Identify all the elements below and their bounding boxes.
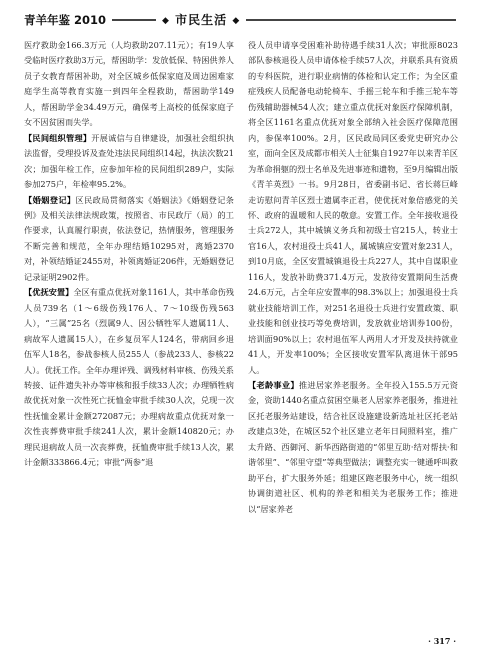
yearbook-title: 青羊年鉴 2010 — [24, 13, 107, 27]
care-continued-paragraph: 役人员申请享受困难补助待遇手续31人次；审批原8023部队参核退役人员申请体检手续57人次，并联系具有资质的专科医院，进行职业病情的体检和认定工作；为全区重症残疾人员配备电动轮椅车、手摇三轮车和手推三轮车等伤残辅助器械54人次；建立重点优抚对象医疗保障机制，将全区1161名重点优抚对象全部纳入社会医疗保障范围内，参保率100%。2月，区民政局同区委党史研究办公室，面向全区及成都市相关人士征集自1927年以来青羊区为革命捐躯的烈士名单及先进事迹和遗物，至9月编辑出版《青羊英烈》一书。9月28日，省委副书记、省长蒋巨峰走访慰问青羊区烈士遗属李正君，使优抚对象倍感党的关怀、政府的温暖和人民的敬意。安置工作。全年接收退役士兵272人，其中城镇义务兵和初级士官215人，转业士官16人，农村退役士兵41人，属城镇应安置对象231人，到10月底，全区安置城镇退役士兵227人，其中自谋职业116人，发放补助费371.4万元，发放待安置期间生活费24.6万元，占全年应安置率的98.3%以上；加强退役士兵就业技能培训工作，对251名退役士兵进行安置政策、职业技能和创业技巧等免费培训，发放就业培训券100份，培训面90%以上；农村退伍军人两用人才开发及扶持就业41人，开发率100%；全区接收安置军队离退休干部95人。 — [248, 40, 458, 375]
care-text: 全区有重点优抚对象1161人，其中革命伤残人员739名（1～6级伤残176人、7～10级伤残563人），“三属”25名（烈属9人、因公牺牲军人遗属11人、病故军人遗属15人），在乡复员军人124名，带病回乡退伍军人18名，参战参核人员255人（参战233人、参核22人）。优抚工作。全年办理评残、调残材料审核、伤残关系转接、证件遗失补办等审核和报手续33人次；办理牺牲病故优抚对象一次性死亡抚恤金审批手续30人次，兑现一次性抚恤金累计金额272087元；办理病故重点优抚对象一次性丧葬费审批手续241人次，累计金额140820元；办理民退病故人员一次丧葬费，抚恤费审批手续13人次，累计金额333866.4元；审批“两参”退 — [24, 287, 234, 468]
right-column — [248, 38, 458, 517]
elderly-heading: 【老龄事业】 — [248, 379, 299, 390]
page-number: · 317 · — [428, 636, 456, 646]
intro-paragraph: 医疗救助金166.3万元（人均救助207.11元）；有19人享受临时医疗救助3万元，帮困助学：发放低保、特困供养人员子女教育帮困补助，对全区城乡低保家庭及周边困难家庭学生高等教育实施一到四年全程救助，帮困助学149人，帮困助学金34.49万元，确保考上高校的低保家庭子女不因贫困而失学。 — [24, 40, 234, 128]
civil-org-heading: 【民间组织管理】 — [24, 132, 92, 143]
diamond-icon: ◆ — [232, 16, 241, 26]
care-heading: 【优抚安置】 — [24, 287, 74, 298]
civil-org-paragraph — [24, 131, 234, 193]
header-rule-wrap — [112, 10, 456, 30]
page-header — [24, 10, 456, 30]
civil-org-text: 开展诚信与自律建设，加强社会组织执法监督，受理投诉及查处违法民间组织14起，执法次数21次；加强年检工作，应参加年检的民间组织289户，实际参加275户，年检率95.2%。 — [24, 132, 234, 190]
section-title: 市民生活 — [175, 13, 228, 27]
section-title-block — [156, 11, 246, 28]
left-column — [24, 38, 234, 471]
elderly-text: 推进居家养老服务。全年投入155.5万元资金，资助1440名重点贫困空巢老人居家养老服务，推进社区托老服务站建设，结合社区设施建设新选址社区托老站改建点3处，在城区52个社区建立老年日间照料室，推广太升路、西御河、新华西路街道的“邻里互助·结对帮扶·和谐邻里”、“邻里守望”等典型做法；调整充实一键通呼叫救助平台，扩大服务外延；组建区跑老服务中心，统一组织协调街道社区、机构的养老和相关为老服务工作；推进以“居家养老 — [248, 379, 458, 514]
marriage-text: 区民政局贯彻落实《婚姻法》《婚姻登记条例》及相关法律法规政策，按照省、市民政厅（局）的工作要求，认真履行职责，依法登记，热情服务，管理服务不断完善和规范，全年办理结婚10295对，离婚2370对，补领结婚证2455对，补领离婚证206件，无婚姻登记记录证明2902件。 — [24, 194, 234, 282]
care-paragraph — [24, 285, 234, 470]
diamond-icon: ◆ — [162, 16, 170, 26]
marriage-paragraph — [24, 193, 234, 286]
marriage-heading: 【婚姻登记】 — [24, 194, 76, 205]
elderly-paragraph — [248, 378, 458, 517]
